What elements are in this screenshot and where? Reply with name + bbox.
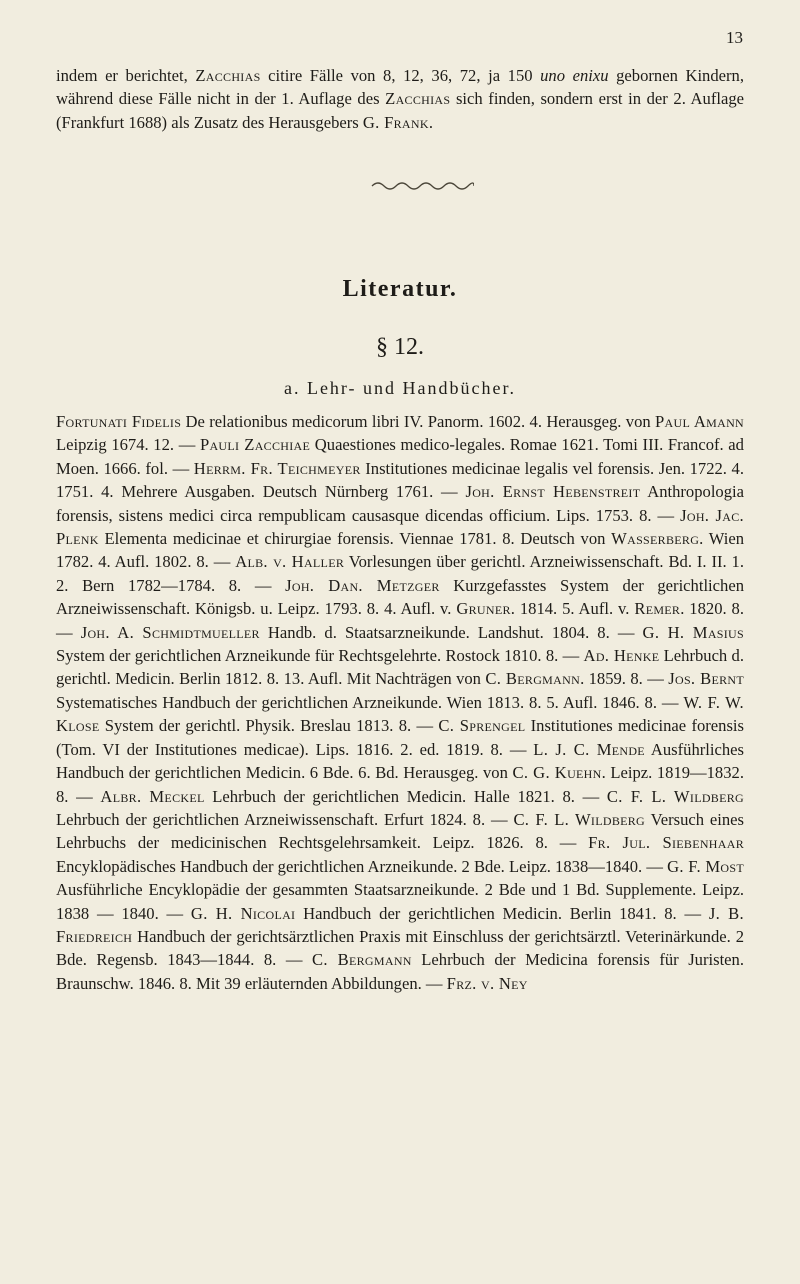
reference-author: Fortunati Fidelis	[56, 412, 182, 431]
reference-text: Leipzig 1674. 12. —	[56, 435, 200, 455]
reference-text: Ausführliche Encyklopädie der gesammten Staatsarzneikunde. 2 Bde und 1 Bd. Supplemente. Leipz. 1838 — 1840. —	[56, 880, 744, 923]
reference-author: Gruner	[456, 599, 511, 619]
reference-text: Lehrbuch der Medicina forensis für Juristen. Braunschw. 1846. 8. Mit 39 erläuternden Abbildungen. —	[56, 950, 744, 993]
reference-author: C. G. Kuehn	[512, 763, 602, 783]
reference-text: Versuch eines Lehrbuchs der medicinischen Rechtsgelehrsamkeit. Leipz. 1826. 8. —	[56, 809, 744, 853]
reference-author: Joh. A. Schmidtmueller	[80, 622, 260, 642]
reference-author: G. H. Nicolai	[190, 903, 296, 923]
section-number: § 12.	[376, 334, 424, 360]
reference-text: System der gerichtl. Physik. Breslau 1813. 8. —	[99, 716, 439, 736]
reference-text: Lehrbuch d. gerichtl. Medicin. Berlin 1812. 8. 13. Aufl. Mit Nachträgen von	[56, 646, 744, 689]
intro-paragraph	[56, 64, 744, 134]
reference-author: Joh. Dan. Metzger	[285, 575, 440, 595]
reference-author: C. Bergmann	[311, 950, 412, 970]
reference-author: Joh. Jac. Plenk	[56, 505, 744, 549]
reference-text: Kurzgefasstes System der gerichtlichen Arzneiwissenschaft. Königsb. u. Leipz. 1793. 8. 4. Aufl. v.	[56, 575, 744, 619]
reference-text: Institutiones medicinae forensis (Tom. VI der Institutiones medicae). Lips. 1816. 2. ed. 1819. 8. —	[56, 716, 744, 759]
latin-phrase: uno enixu	[540, 66, 609, 85]
author-name: G. Frank	[362, 112, 429, 132]
reference-text: Ausführliches Handbuch der gerichtlichen Medicin. 6 Bde. 6. Bd. Herausgeg. von	[56, 739, 744, 783]
reference-author: Wasserberg	[611, 529, 700, 549]
author-name: Zacchias	[385, 89, 451, 109]
reference-text: . 1820. 8. —	[56, 599, 744, 642]
reference-text: Handbuch der gerichtlichen Medicin. Berlin 1841. 8. —	[295, 903, 709, 923]
reference-author: Joh. Ernst Hebenstreit	[465, 482, 641, 502]
page-number: 13	[726, 28, 743, 47]
reference-author: L. J. C. Mende	[533, 739, 645, 759]
reference-text: . Wien 1782. 4. Aufl. 1802. 8. —	[56, 529, 744, 572]
reference-text: System der gerichtlichen Arzneikunde für Rechtsgelehrte. Rostock 1810. 8. —	[56, 646, 584, 666]
reference-text: Quaestiones medico-legales. Romae 1621. Tomi III. Francof. ad Moen. 1666. fol. —	[56, 435, 744, 478]
reference-author: Alb. v. Haller	[235, 552, 345, 572]
reference-author: C. F. L. Wildberg	[513, 809, 646, 829]
intro-text-3: gebornen Kindern, während diese Fälle nicht in der 1. Auflage des	[56, 66, 744, 109]
reference-text: De relationibus medicorum libri IV. Panorm. 1602. 4. Herausgeg. von	[181, 412, 656, 431]
intro-text-5: .	[428, 112, 433, 132]
reference-author: W. F. W. Klose	[56, 692, 744, 736]
reference-author: Remer	[634, 599, 681, 619]
reference-author: C. Bergmann	[485, 669, 581, 689]
reference-author: G. H. Masius	[642, 622, 744, 642]
reference-text: Encyklopädisches Handbuch der gerichtlichen Arzneikunde. 2 Bde. Leipz. 1838—1840. —	[56, 856, 668, 876]
reference-text: Handb. d. Staatsarzneikunde. Landshut. 1804. 8. —	[259, 622, 643, 642]
reference-author: Herrm. Fr. Teichmeyer	[193, 458, 361, 478]
reference-author: Pauli Zacchiae	[199, 435, 311, 455]
reference-text: Anthropologia forensis, sistens medici circa rempublicam causasque dicendas officium. Lips. 1753. 8. —	[56, 482, 744, 525]
reference-author: C. Sprengel	[438, 716, 526, 736]
reference-text: Systematisches Handbuch der gerichtlichen Arzneikunde. Wien 1813. 8. 5. Aufl. 1846. 8. —	[56, 692, 684, 712]
section-heading: Literatur.	[342, 276, 458, 302]
subheading: a. Lehr- und Handbücher.	[283, 378, 517, 398]
intro-text-1: indem er berichtet,	[56, 66, 196, 85]
reference-author: Paul Amann	[655, 412, 745, 431]
wavy-divider-ornament	[370, 178, 474, 194]
reference-text: . 1859. 8. —	[580, 669, 669, 689]
reference-text: Institutiones medicinae legalis vel forensis. Jen. 1722. 4. 1751. 4. Mehrere Ausgaben. Deutsch Nürnberg 1761. —	[56, 458, 744, 502]
reference-text: . Leipz. 1819—1832. 8. —	[56, 763, 744, 806]
reference-text: Lehrbuch der gerichtlichen Arzneiwissenschaft. Erfurt 1824. 8. —	[56, 809, 514, 829]
reference-text: Handbuch der gerichtsärztlichen Praxis mit Einschluss der gerichtsärztl. Veterinärkunde. 2 Bde. Regensb. 1843—1844. 8. —	[56, 926, 744, 970]
reference-author: C. F. L. Wildberg	[606, 786, 744, 806]
reference-text: Lehrbuch der gerichtlichen Medicin. Halle 1821. 8. —	[204, 786, 607, 806]
intro-text-2: citire Fälle von 8, 12, 36, 72, ja 150	[260, 66, 541, 85]
intro-text-4: sich finden, sondern erst in der 2. Auflage (Frankfurt 1688) als Zusatz des Herausgebers	[56, 89, 744, 132]
literature-list	[56, 410, 744, 995]
reference-author: Fr. Jul. Siebenhaar	[588, 833, 744, 853]
reference-text: Vorlesungen über gerichtl. Arzneiwissenschaft. Bd. I. II. 1. 2. Bern 1782—1784. 8. —	[56, 552, 745, 595]
reference-author: Frz. v. Ney	[446, 973, 528, 993]
reference-author: Jos. Bernt	[668, 669, 744, 689]
author-name: Zacchias	[195, 66, 261, 85]
reference-text: . 1814. 5. Aufl. v.	[510, 599, 635, 619]
reference-author: J. B. Friedreich	[56, 903, 744, 946]
reference-author: Albr. Meckel	[100, 786, 205, 806]
reference-author: Ad. Henke	[583, 646, 660, 666]
reference-author: G. F. Most	[667, 856, 744, 876]
reference-text: Elementa medicinae et chirurgiae forensis. Viennae 1781. 8. Deutsch von	[98, 529, 612, 549]
